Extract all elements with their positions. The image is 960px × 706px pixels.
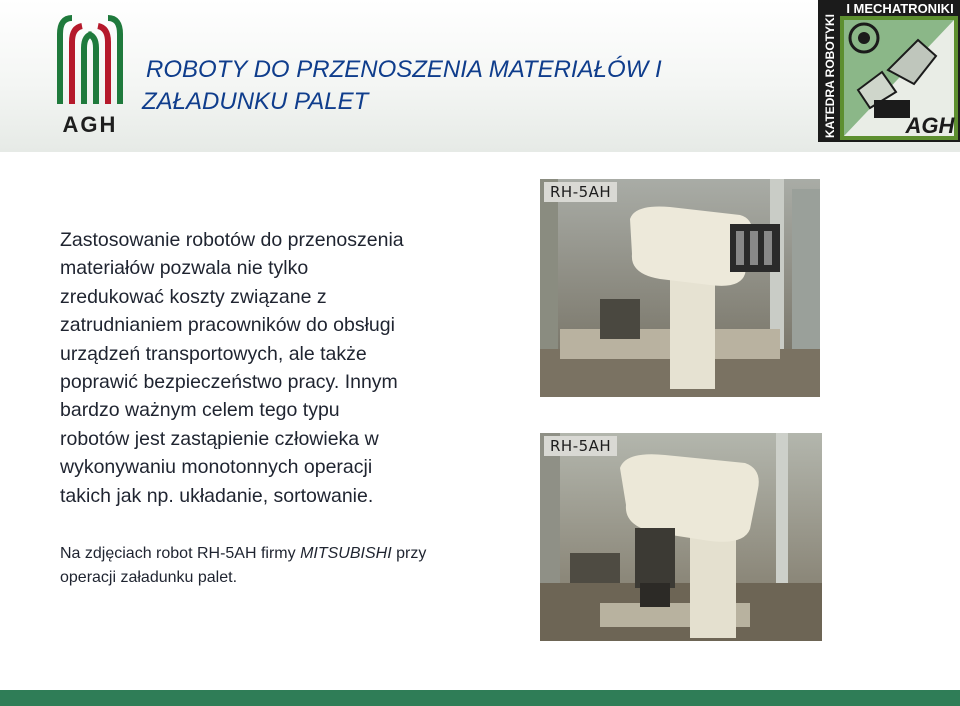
caption-brand: MITSUBISHI [300,545,392,562]
agh-logo-text: AGH [62,112,118,136]
department-logo-top-text: I MECHATRONIKI [846,1,954,16]
body-line: urządzeń transportowych, ale także [60,342,367,365]
agh-logo-icon [50,12,130,136]
body-line: takich jak np. układanie, sortowanie. [60,484,374,507]
robot-photo-1-image [540,179,820,397]
photo-caption [60,542,520,590]
body-line: wykonywaniu monotonnych operacji [60,456,373,479]
photo-label: RH-5AH [544,436,617,456]
robot-photo-1 [540,179,820,397]
title-line-1: ROBOTY DO PRZENOSZENIA MATERIAŁÓW I [146,56,662,83]
caption-line-2: operacji załadunku palet. [60,569,238,586]
department-logo [818,0,960,142]
caption-text-part2: przy [391,545,427,562]
agh-logo [50,12,130,136]
department-logo-icon [818,0,960,142]
photo-label: RH-5AH [544,182,617,202]
body-line: zredukować koszty związane z [60,285,327,308]
title-line-2: ZAŁADUNKU PALET [142,88,369,115]
page-title [142,54,786,118]
body-line: bardzo ważnym celem tego typu [60,399,340,422]
robot-photo-2-image [540,433,822,641]
robot-photo-2 [540,433,822,641]
caption-text-part1: Na zdjęciach robot RH-5AH firmy [60,545,301,562]
body-line: robotów jest zastąpienie człowieka w [60,427,379,450]
caption-line-1 [60,542,520,566]
department-logo-side-text: KATEDRA ROBOTYKI [823,14,837,138]
footer-bar [0,690,960,706]
body-line: materiałów pozwala nie tylko [60,257,309,280]
body-line: zatrudnianiem pracowników do obsługi [60,314,395,337]
department-logo-corner-text: AGH [905,113,955,138]
body-line: Zastosowanie robotów do przenoszenia [60,229,404,251]
body-line: poprawić bezpieczeństwo pracy. Innym [60,371,398,394]
body-paragraph [60,226,510,510]
